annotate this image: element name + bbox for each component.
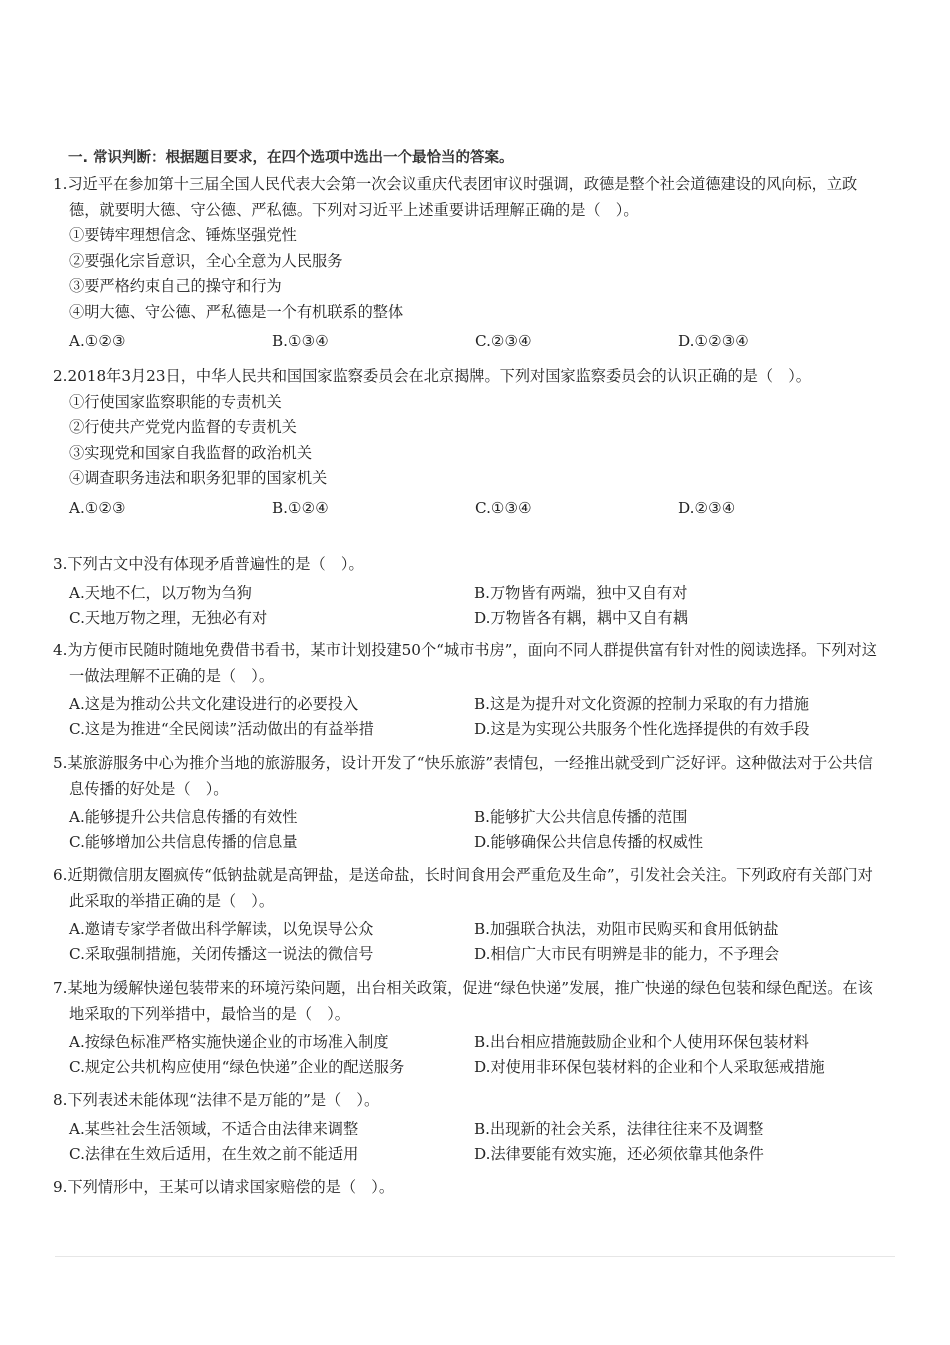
option-c[interactable]: C.②③④ (475, 332, 532, 350)
option-c[interactable]: C.能够增加公共信息传播的信息量 (69, 833, 298, 851)
question-stem: 2.2018年3月23日，中华人民共和国国家监察委员会在北京揭牌。下列对国家监察委员会的认识正确的是（ ）。 (53, 367, 811, 385)
statement: ③要严格约束自己的操守和行为 (69, 277, 282, 295)
option-d[interactable]: D.对使用非环保包装材料的企业和个人采取惩戒措施 (474, 1058, 825, 1076)
question-1 (53, 172, 883, 353)
statement: ②行使共产党党内监督的专责机关 (69, 418, 297, 436)
option-b[interactable]: B.①②④ (272, 498, 329, 517)
statement: ②要强化宗旨意识，全心全意为人民服务 (69, 251, 343, 270)
option-b[interactable]: B.这是为提升对文化资源的控制力采取的有力措施 (474, 695, 809, 713)
options (53, 917, 883, 967)
options (53, 1117, 883, 1167)
options (53, 1030, 883, 1080)
option-c[interactable]: C.天地万物之理，无独必有对 (69, 608, 268, 627)
question-stem: 7.某地为缓解快递包装带来的环境污染问题，出台相关政策，促进“绿色快递”发展，推广快递的绿色包装和绿色配送。在该地采取的下列举措中，最恰当的是（ ）。 (53, 979, 873, 1023)
question-7 (53, 976, 883, 1080)
question-stem: 3.下列古文中没有体现矛盾普遍性的是（ ）。 (53, 555, 364, 573)
question-stem: 4.为方便市民随时随地免费借书看书，某市计划投建50个“城市书房”，面向不同人群提供富有针对性的阅读选择。下列对这一做法理解不正确的是（ ）。 (53, 641, 877, 685)
question-stem: 8.下列表述未能体现“法律不是万能的”是（ ）。 (53, 1091, 380, 1109)
options (53, 329, 883, 353)
option-a[interactable]: A.邀请专家学者做出科学解读，以免误导公众 (69, 920, 374, 938)
option-c[interactable]: C.采取强制措施，关闭传播这一说法的微信号 (69, 945, 374, 963)
question-8 (53, 1088, 883, 1167)
option-b[interactable]: B.①③④ (272, 332, 329, 350)
question-3 (53, 552, 883, 631)
option-c[interactable]: C.规定公共机构应使用“绿色快递”企业的配送服务 (69, 1058, 405, 1076)
option-a[interactable]: A.能够提升公共信息传播的有效性 (69, 808, 298, 826)
statement: ④调查职务违法和职务犯罪的国家机关 (69, 469, 328, 487)
option-c[interactable]: C.法律在生效后适用，在生效之前不能适用 (69, 1144, 359, 1163)
statement: ①行使国家监察职能的专责机关 (69, 392, 282, 411)
question-9 (53, 1175, 883, 1201)
options (53, 805, 883, 855)
question-stem: 6.近期微信朋友圈疯传“低钠盐就是高钾盐，是送命盐，长时间食用会严重危及生命”，引发社会关注。下列政府有关部门对此采取的举措正确的是（ ）。 (53, 866, 873, 910)
question-stem: 9.下列情形中，王某可以请求国家赔偿的是（ ）。 (53, 1178, 395, 1196)
options (53, 581, 883, 631)
option-d[interactable]: D.①②③④ (678, 332, 749, 350)
option-d[interactable]: D.②③④ (678, 498, 736, 517)
option-b[interactable]: B.出现新的社会关系，法律往往来不及调整 (474, 1119, 764, 1138)
option-c[interactable]: C.①③④ (475, 498, 532, 517)
question-stem: 1.习近平在参加第十三届全国人民代表大会第一次会议重庆代表团审议时强调，政德是整个社会道德建设的风向标，立政德，就要明大德、守公德、严私德。下列对习近平上述重要讲话理解正确的是（ ）。 (53, 175, 858, 219)
page-divider (55, 1256, 895, 1257)
option-d[interactable]: D.相信广大市民有明辨是非的能力，不予理会 (474, 945, 780, 963)
option-a[interactable]: A.①②③ (69, 332, 126, 350)
option-a[interactable]: A.这是为推动公共文化建设进行的必要投入 (69, 695, 359, 713)
question-4 (53, 638, 883, 742)
options (53, 496, 883, 520)
option-a[interactable]: A.天地不仁，以万物为刍狗 (69, 583, 252, 602)
options (53, 692, 883, 742)
statement: ③实现党和国家自我监督的政治机关 (69, 443, 312, 462)
option-a[interactable]: A.按绿色标准严格实施快递企业的市场准入制度 (69, 1033, 389, 1051)
statement: ①要铸牢理想信念、锤炼坚强党性 (69, 226, 297, 244)
option-d[interactable]: D.能够确保公共信息传播的权威性 (474, 833, 704, 851)
option-d[interactable]: D.万物皆各有耦，耦中又自有耦 (474, 608, 688, 627)
option-a[interactable]: A.某些社会生活领域，不适合由法律来调整 (69, 1119, 359, 1138)
option-b[interactable]: B.加强联合执法，劝阻市民购买和食用低钠盐 (474, 920, 779, 938)
option-b[interactable]: B.能够扩大公共信息传播的范围 (474, 808, 688, 826)
option-b[interactable]: B.万物皆有两端，独中又自有对 (474, 583, 688, 602)
option-b[interactable]: B.出台相应措施鼓励企业和个人使用环保包装材料 (474, 1033, 809, 1051)
question-stem: 5.某旅游服务中心为推介当地的旅游服务，设计开发了“快乐旅游”表情包，一经推出就受到广泛好评。这种做法对于公共信息传播的好处是（ ）。 (53, 754, 873, 798)
option-d[interactable]: D.法律要能有效实施，还必须依靠其他条件 (474, 1144, 764, 1163)
statement: ④明大德、守公德、严私德是一个有机联系的整体 (69, 302, 404, 321)
section-title: 一. 常识判断：根据题目要求，在四个选项中选出一个最恰当的答案。 (68, 150, 514, 166)
question-5 (53, 751, 883, 855)
option-d[interactable]: D.这是为实现公共服务个性化选择提供的有效手段 (474, 720, 810, 738)
option-c[interactable]: C.这是为推进“全民阅读”活动做出的有益举措 (69, 720, 374, 738)
question-6 (53, 863, 883, 967)
question-2 (53, 364, 883, 520)
option-a[interactable]: A.①②③ (69, 498, 126, 517)
